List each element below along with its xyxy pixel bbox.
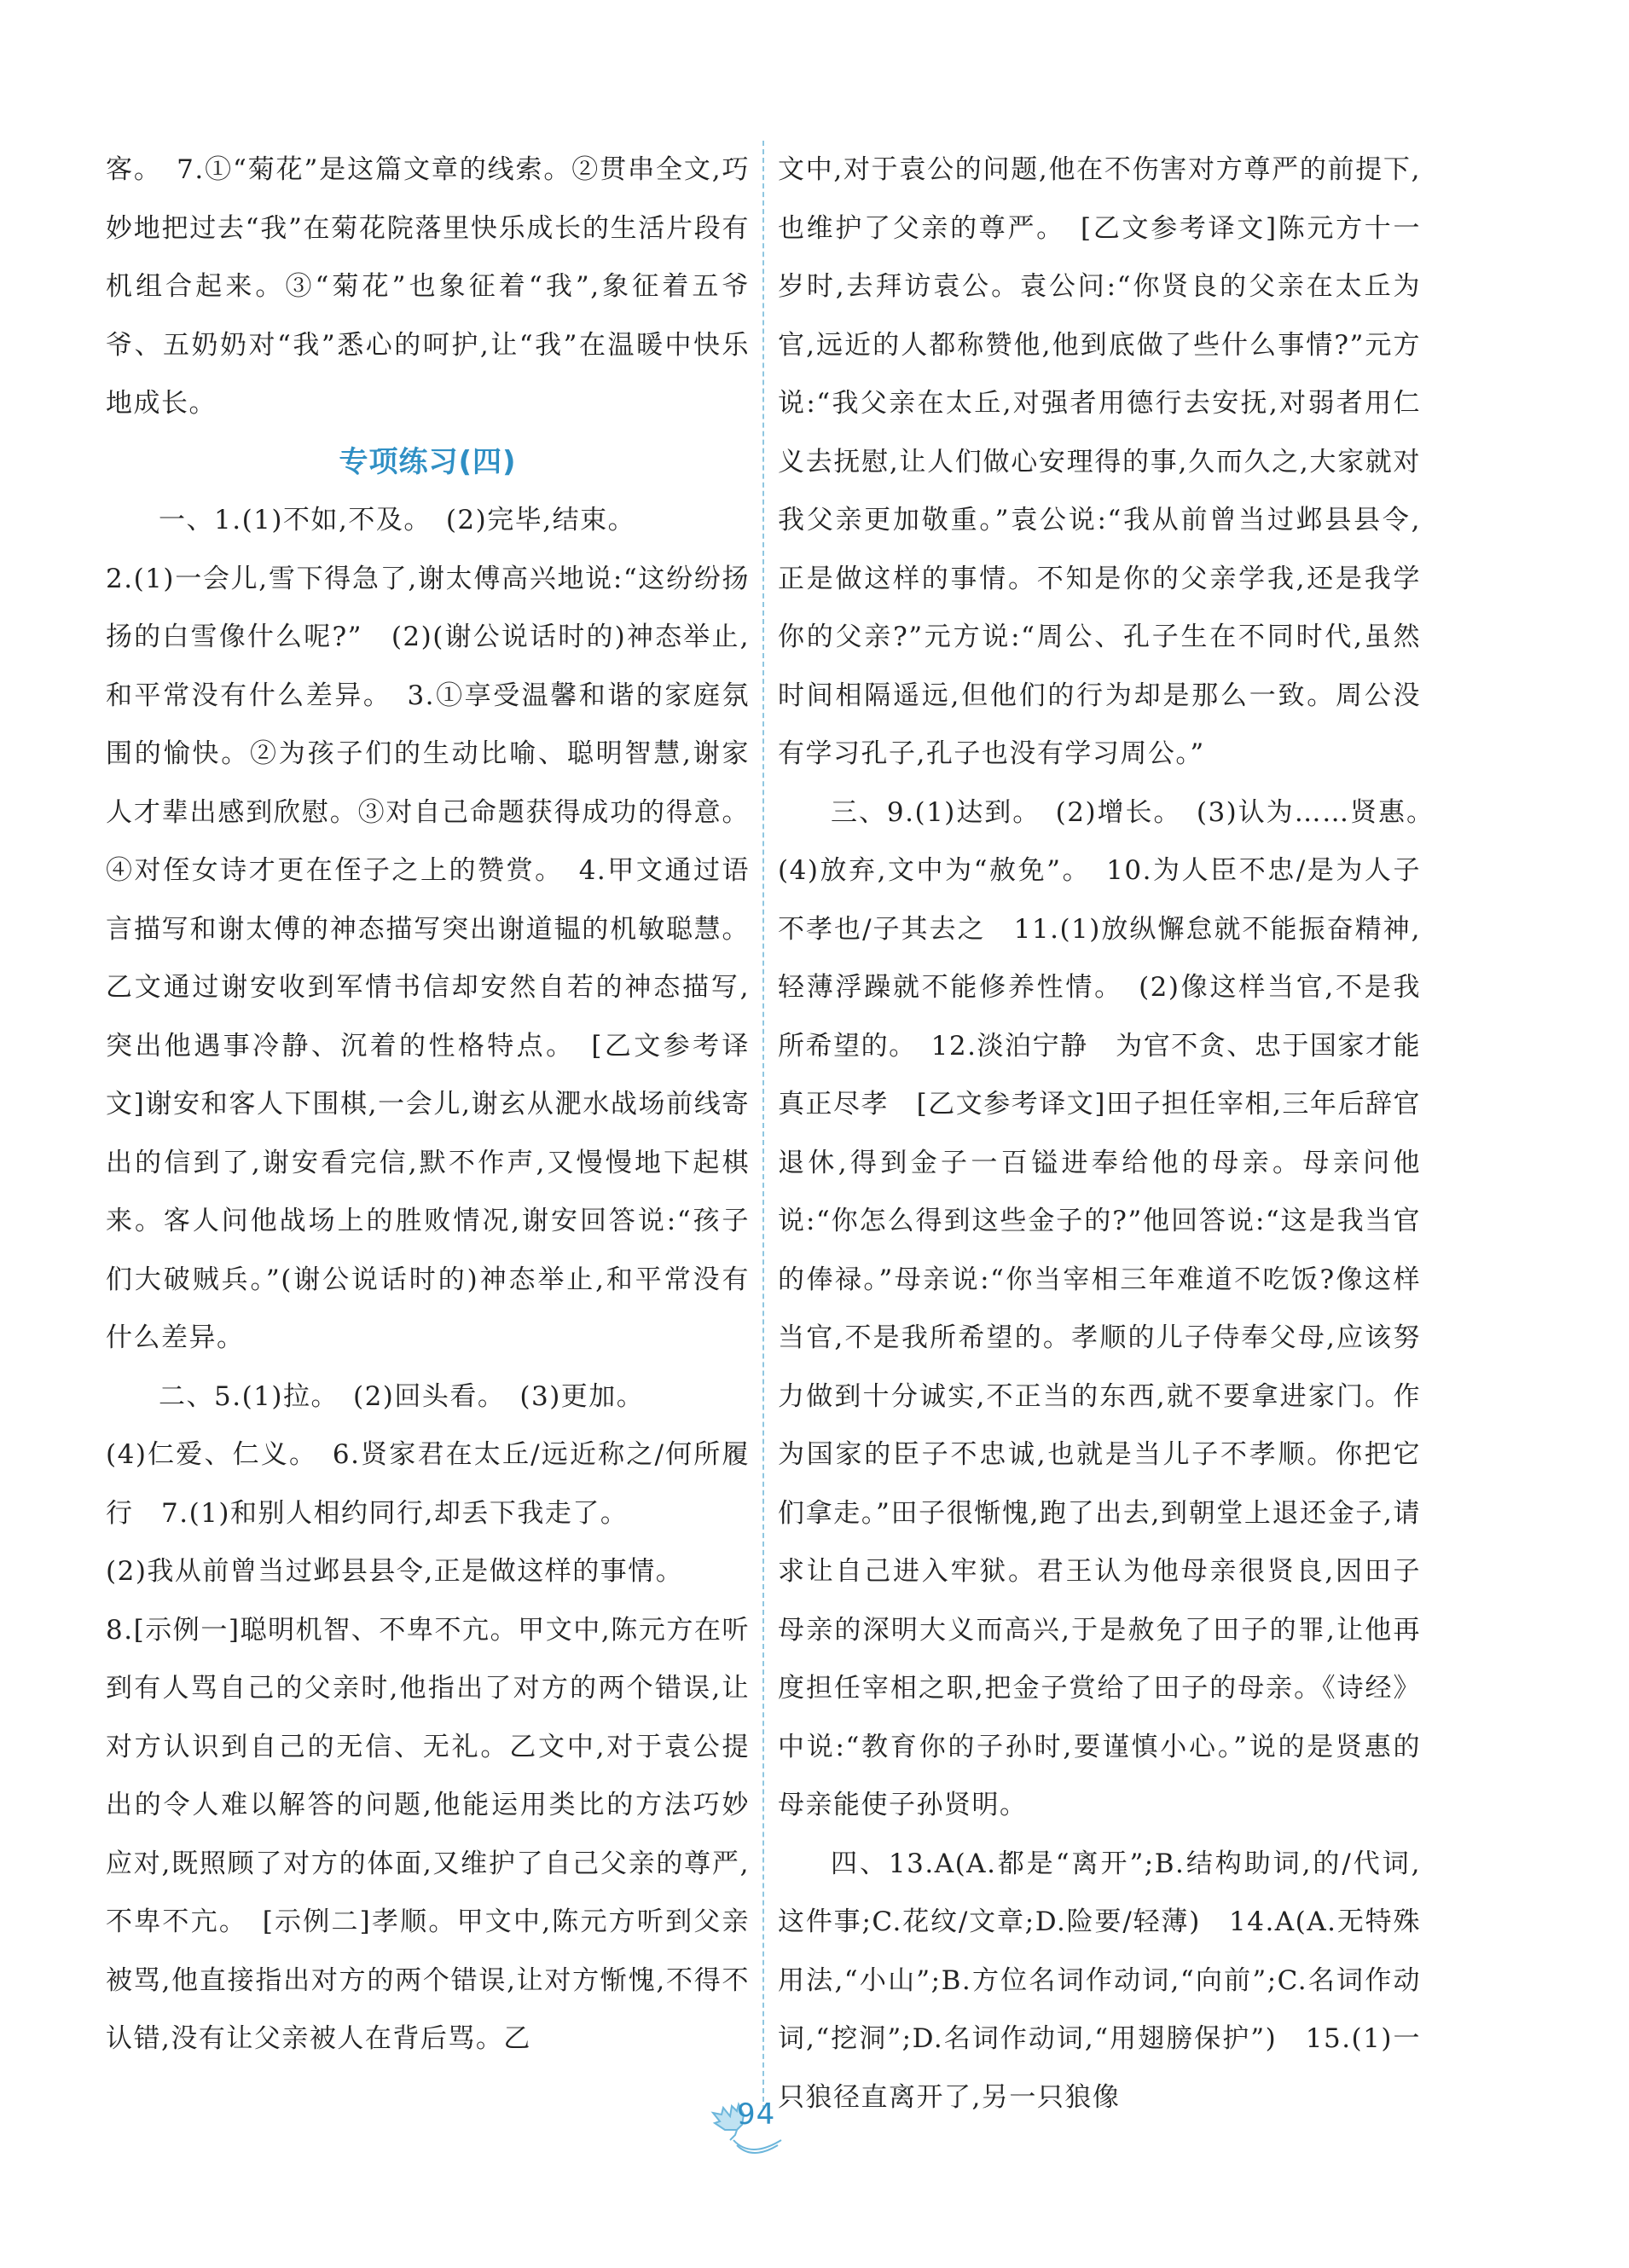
answer-paragraph: 二、5.(1)拉。 (2)回头看。 (3)更加。: [159, 1380, 645, 1412]
left-column: [106, 141, 750, 2068]
column-divider: [762, 141, 764, 2110]
answer-paragraph: 2.(1)一会儿,雪下得急了,谢太傅高兴地说:“这纷纷扬扬的白雪像什么呢?” (2)(谢公说话时的)神态举止,和平常没有什么差异。 3.①享受温馨和谐的家庭氛围的愉快。②为孩子们的生动比喻、聪明智慧,谢家人才辈出感到欣慰。③对自己命题获得成功的得意。④对侄女诗才更在侄子之上的赞赏。 4.甲文通过语言描写和谢太傅的神态描写突出谢道韫的机敏聪慧。乙文通过谢安收到军情书信却安然自若的神态描写,突出他遇事冷静、沉着的性格特点。 [乙文参考译文]谢安和客人下围棋,一会儿,谢玄从淝水战场前线寄出的信到了,谢安看完信,默不作声,又慢慢地下起棋来。客人问他战场上的胜败情况,谢安回答说:“孩子们大破贼兵。”(谢公说话时的)神态举止,和平常没有什么差异。: [106, 563, 750, 1353]
page-number-badge: [699, 2080, 802, 2174]
page-number: 94: [737, 2097, 776, 2132]
answer-paragraph: (4)仁爱、仁义。 6.贤家君在太丘/远近称之/何所履行 7.(1)和别人相约同行,却丢下我走了。: [106, 1439, 750, 1529]
section-title: 专项练习(四): [339, 444, 517, 479]
right-column: [778, 141, 1449, 2126]
answer-paragraph: 四、13.A(A.都是“离开”;B.结构助词,的/代词,这件事;C.花纹/文章;D.险要/轻薄) 14.A(A.无特殊用法,“小山”;B.方位名词作动词,“向前”;C.名词作动词,“挖洞”;D.名词作动词,“用翅膀保护”) 15.(1)一只狼径直离开了,另一只狼像: [778, 1848, 1421, 2113]
answer-paragraph: 8.[示例一]聪明机智、不卑不亢。甲文中,陈元方在听到有人骂自己的父亲时,他指出了对方的两个错误,让对方认识到自己的无信、无礼。乙文中,对于袁公提出的令人难以解答的问题,他能运用类比的方法巧妙应对,既照顾了对方的体面,又维护了自己父亲的尊严,不卑不亢。 [示例二]孝顺。甲文中,陈元方听到父亲被骂,他直接指出对方的两个错误,让对方惭愧,不得不认错,没有让父亲被人在背后骂。乙: [106, 1614, 750, 2054]
answer-paragraph: 客。 7.①“菊花”是这篇文章的线索。②贯串全文,巧妙地把过去“我”在菊花院落里快乐成长的生活片段有机组合起来。③“菊花”也象征着“我”,象征着五爷爷、五奶奶对“我”悉心的呵护,让“我”在温暖中快乐地成长。: [106, 154, 750, 419]
answer-paragraph: 一、1.(1)不如,不及。 (2)完毕,结束。: [159, 505, 636, 535]
answer-paragraph: 三、9.(1)达到。 (2)增长。 (3)认为……贤惠。 (4)放弃,文中为“赦免”。 10.为人臣不忠/是为人子不孝也/子其去之 11.(1)放纵懈怠就不能振奋精神,轻薄浮躁就不能修养性情。 (2)像这样当官,不是我所希望的。 12.淡泊宁静 为官不贪、忠于国家才能真正尽孝 [乙文参考译文]田子担任宰相,三年后辞官退休,得到金子一百镒进奉给他的母亲。母亲问他说:“你怎么得到这些金子的?”他回答说:“这是我当官的俸禄。”母亲说:“你当宰相三年难道不吃饭?像这样当官,不是我所希望的。孝顺的儿子侍奉父母,应该努力做到十分诚实,不正当的东西,就不要拿进家门。作为国家的臣子不忠诚,也就是当儿子不孝顺。你把它们拿走。”田子很惭愧,跑了出去,到朝堂上退还金子,请求让自己进入牢狱。君王认为他母亲很贤良,因田子母亲的深明大义而高兴,于是赦免了田子的罪,让他再度担任宰相之职,把金子赏给了田子的母亲。《诗经》中说:“教育你的子孙时,要谨慎小心。”说的是贤惠的母亲能使子孙贤明。: [778, 796, 1449, 1820]
answer-paragraph: 文中,对于袁公的问题,他在不伤害对方尊严的前提下,也维护了父亲的尊严。 [乙文参考译文]陈元方十一岁时,去拜访袁公。袁公问:“你贤良的父亲在太丘为官,远近的人都称赞他,他到底做了些什么事情?”元方说:“我父亲在太丘,对强者用德行去安抚,对弱者用仁义去抚慰,让人们做心安理得的事,久而久之,大家就对我父亲更加敬重。”袁公说:“我从前曾当过邺县县令,正是做这样的事情。不知是你的父亲学我,还是我学你的父亲?”元方说:“周公、孔子生在不同时代,虽然时间相隔遥远,但他们的行为却是那么一致。周公没有学习孔子,孔子也没有学习周公。”: [778, 154, 1421, 769]
answer-paragraph: (2)我从前曾当过邺县县令,正是做这样的事情。: [106, 1556, 684, 1587]
